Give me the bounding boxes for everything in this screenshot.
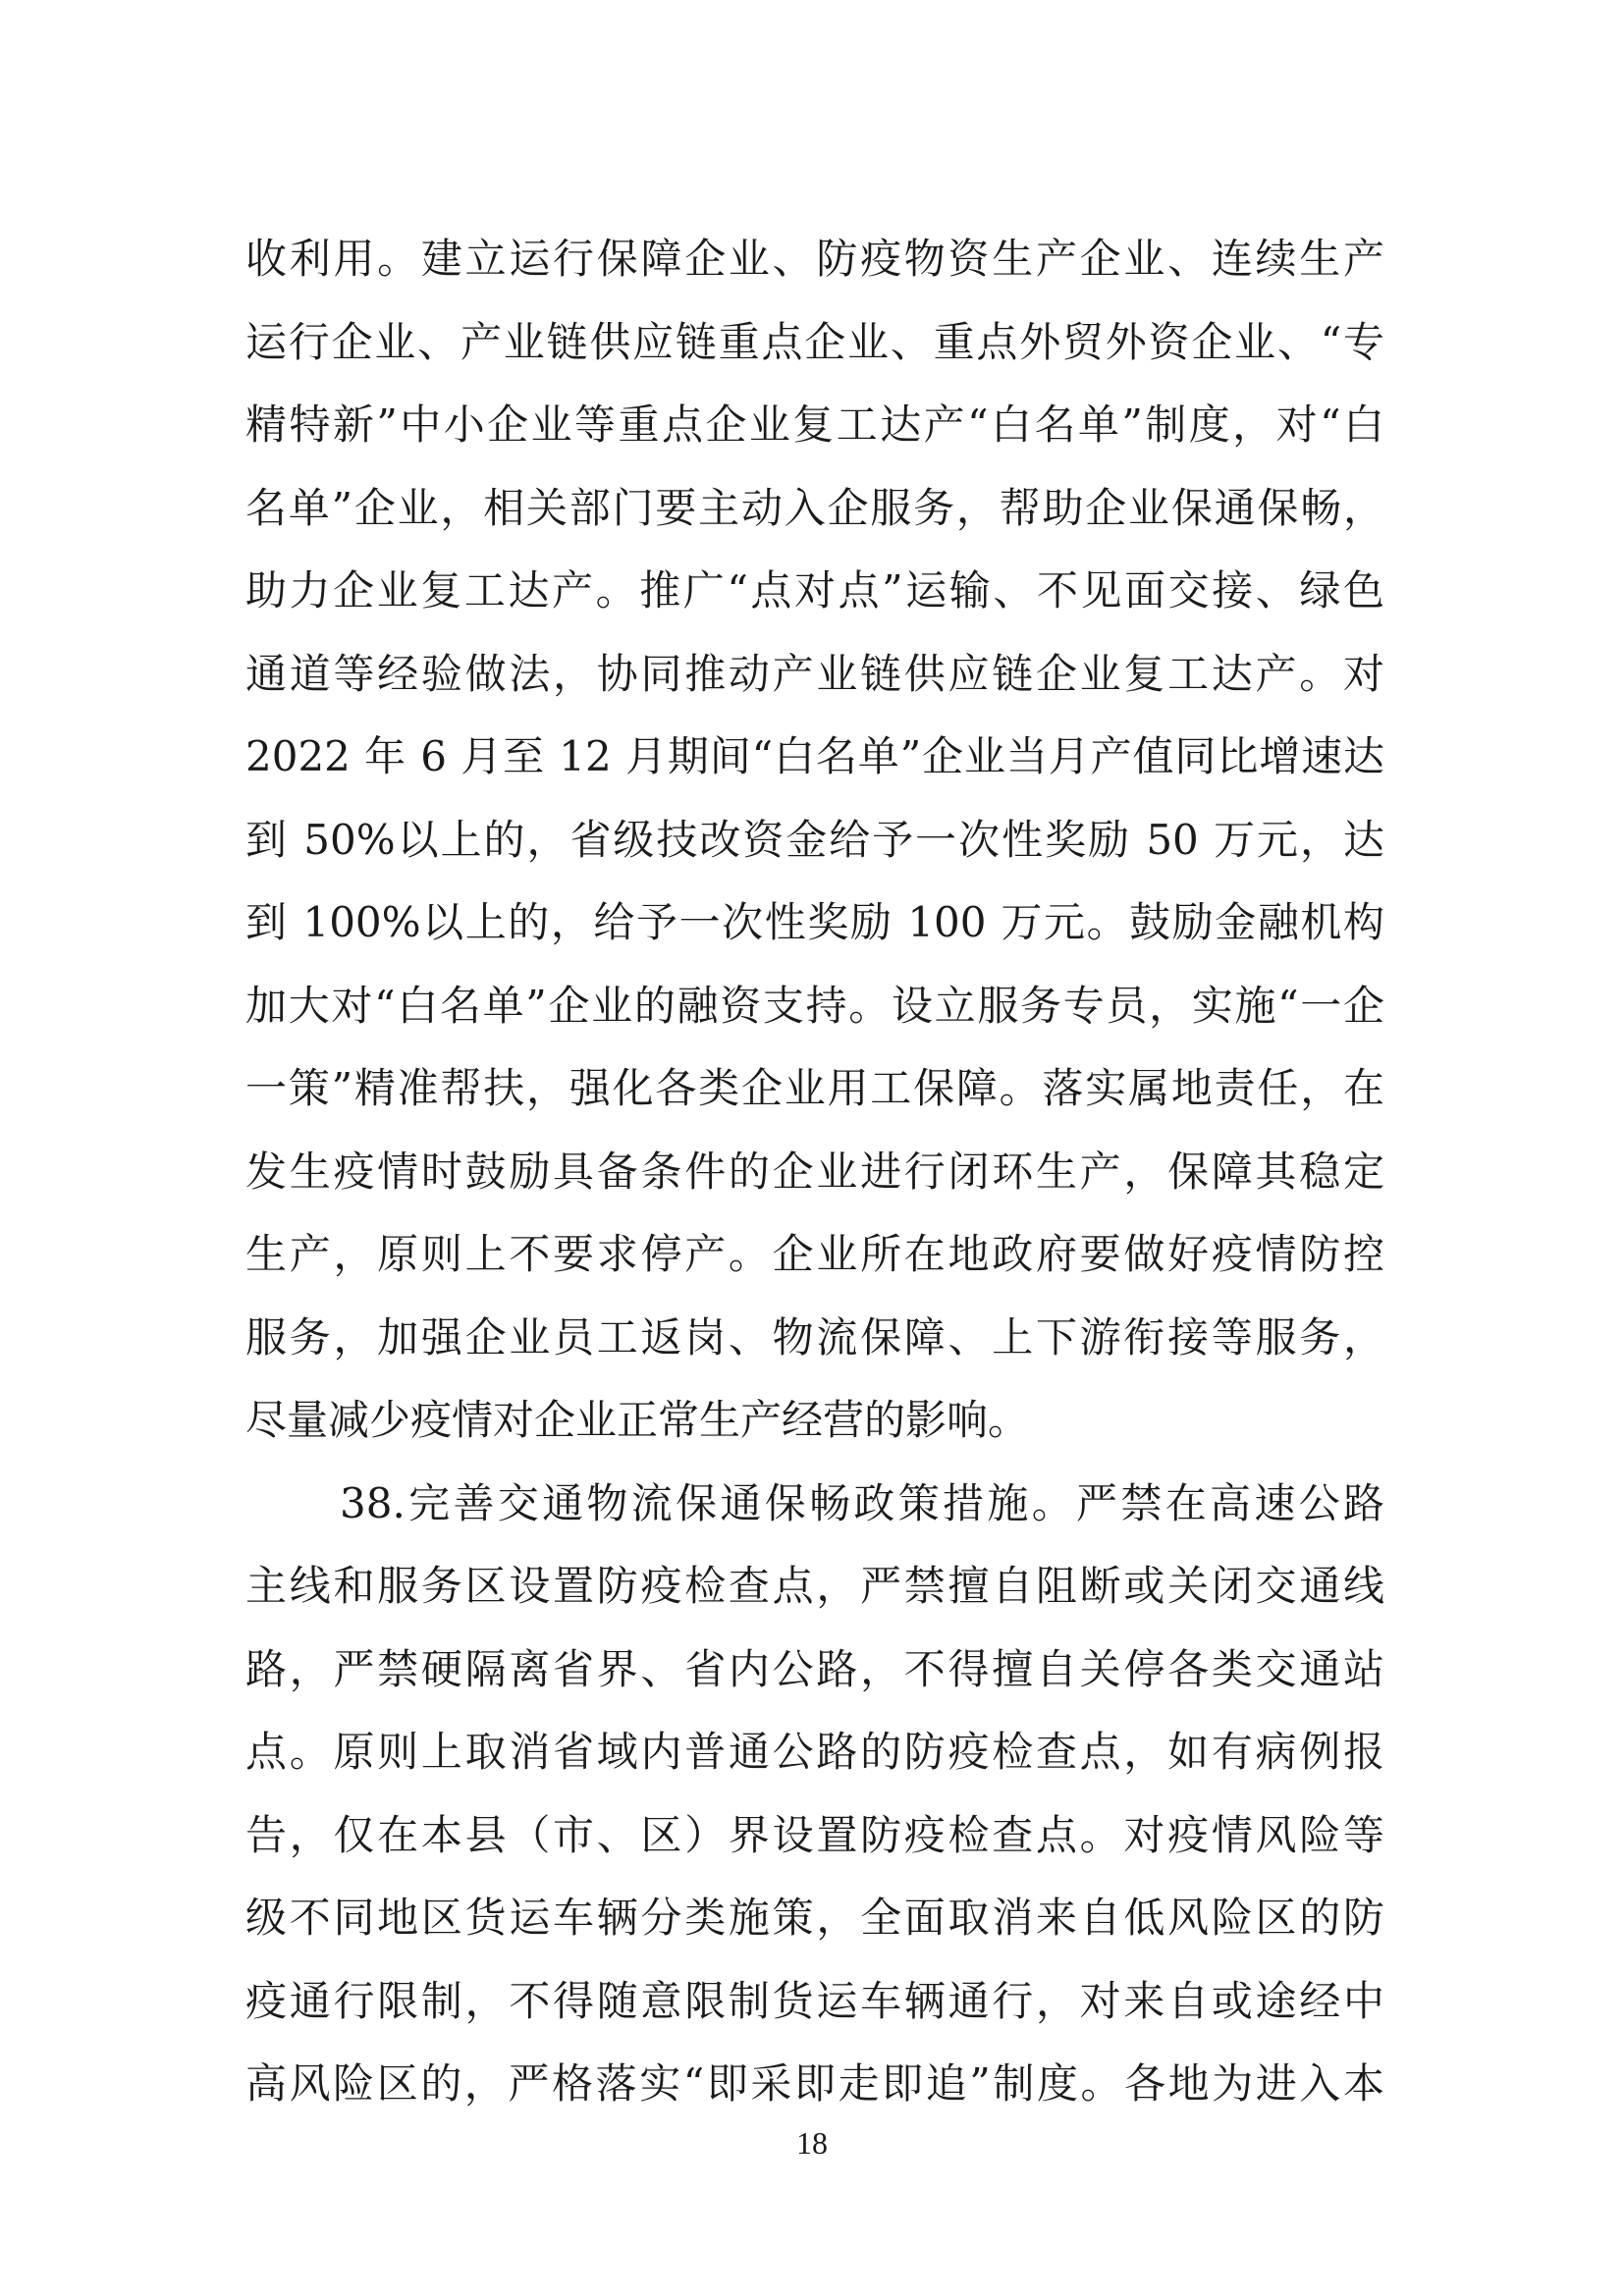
text-line: 发生疫情时鼓励具备条件的企业进行闭环生产，保障其稳定 (245, 1147, 1384, 1196)
text-line: 尽量减少疫情对企业正常生产经营的影响。 (245, 1396, 1030, 1444)
text-line: 点。原则上取消省域内普通公路的防疫检查点，如有病例报 (245, 1728, 1384, 1776)
text-line: 收利用。建立运行保障企业、防疫物资生产企业、连续生产 (245, 235, 1384, 283)
paragraph-2 (245, 1463, 1384, 2126)
text-line: 到 50%以上的，省级技改资金给予一次性奖励 50 万元，达 (245, 815, 1384, 864)
paragraph-1 (245, 218, 1384, 1463)
text-line: 一策”精准帮扶，强化各类企业用工保障。落实属地责任，在 (245, 1064, 1384, 1112)
text-line: 通道等经验做法，协同推动产业链供应链企业复工达产。对 (245, 649, 1384, 698)
text-line: 助力企业复工达产。推广“点对点”运输、不见面交接、绿色 (245, 566, 1384, 614)
text-line: 级不同地区货运车辆分类施策，全面取消来自低风险区的防 (245, 1894, 1384, 1942)
text-line: 路，严禁硬隔离省界、省内公路，不得擅自关停各类交通站 (245, 1644, 1384, 1693)
text-line: 主线和服务区设置防疫检查点，严禁擅自阻断或关闭交通线 (245, 1562, 1384, 1610)
text-line: 2022 年 6 月至 12 月期间“白名单”企业当月产值同比增速达 (245, 732, 1384, 780)
text-line: 名单”企业，相关部门要主动入企服务，帮助企业保通保畅， (245, 483, 1384, 532)
text-line: 加大对“白名单”企业的融资支持。设立服务专员，实施“一企 (245, 981, 1384, 1030)
text-line: 高风险区的，严格落实“即采即走即追”制度。各地为进入本 (245, 2059, 1384, 2108)
text-line: 告，仅在本县（市、区）界设置防疫检查点。对疫情风险等 (245, 1810, 1384, 1859)
text-line: 到 100%以上的，给予一次性奖励 100 万元。鼓励金融机构 (245, 898, 1384, 946)
page-number: 18 (796, 2125, 828, 2161)
text-line: 服务，加强企业员工返岗、物流保障、上下游衔接等服务， (245, 1312, 1384, 1362)
text-line: 精特新”中小企业等重点企业复工达产“白名单”制度，对“白 (245, 400, 1384, 449)
text-line: 疫通行限制，不得随意限制货运车辆通行，对来自或途经中 (245, 1976, 1384, 2025)
text-line: 运行企业、产业链供应链重点企业、重点外贸外资企业、“专 (245, 317, 1384, 366)
text-line: 38.完善交通物流保通保畅政策措施。严禁在高速公路 (340, 1478, 1384, 1527)
body-text (245, 218, 1384, 2126)
text-line: 生产，原则上不要求停产。企业所在地政府要做好疫情防控 (245, 1230, 1384, 1278)
